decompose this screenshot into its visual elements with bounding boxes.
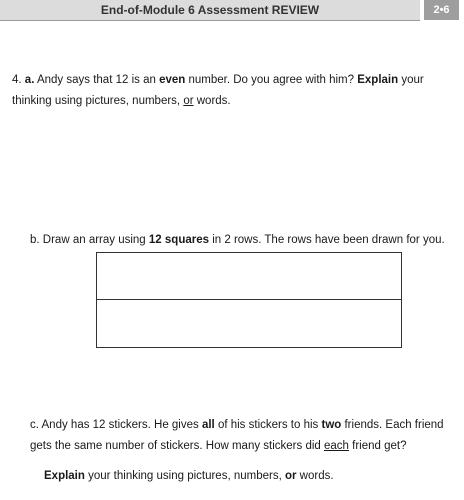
- question-c-explain-text-1: your thinking using pictures, numbers,: [84, 470, 285, 482]
- array-row-1[interactable]: [97, 253, 401, 300]
- question-b-bold-squares: 12 squares: [148, 234, 210, 246]
- question-c-bold-all: all: [201, 419, 215, 431]
- question-c-bold-explain: Explain: [44, 470, 85, 482]
- question-c-explain-text-2: words.: [296, 470, 334, 482]
- question-a-text-4: words.: [193, 95, 231, 107]
- question-c-bold-or: or: [284, 470, 297, 482]
- question-c-underline-each: each: [324, 440, 349, 452]
- question-letter-c: c.: [30, 419, 39, 431]
- question-a-text-3: your thinking using pictures, numbers,: [12, 74, 424, 107]
- question-c-text-2: of his stickers to his: [214, 419, 322, 431]
- question-4c: [30, 415, 455, 457]
- module-header-title: End-of-Module 6 Assessment REVIEW: [0, 0, 420, 20]
- question-4b: [30, 230, 455, 251]
- question-c-text-1: Andy has 12 stickers. He gives: [41, 419, 202, 431]
- array-drawing-area[interactable]: [96, 252, 402, 348]
- header-divider: [0, 20, 420, 21]
- array-row-2[interactable]: [97, 300, 401, 347]
- question-4c-explain: [44, 466, 454, 487]
- question-a-text-2: number. Do you agree with him?: [185, 74, 358, 86]
- question-a-bold-even: even: [159, 74, 186, 86]
- question-c-text-4: friend get?: [348, 440, 407, 452]
- question-b-text-1: Draw an array using: [42, 234, 149, 246]
- question-a-bold-explain: Explain: [357, 74, 399, 86]
- question-b-text-2: in 2 rows. The rows have been drawn for you.: [209, 234, 445, 246]
- question-c-bold-two: two: [321, 419, 342, 431]
- question-c-text-3: friends. Each friend gets the same number of stickers. How many stickers did: [30, 419, 444, 452]
- question-number: 4.: [12, 74, 22, 86]
- question-letter-a: a.: [24, 74, 35, 86]
- question-letter-b: b.: [30, 234, 40, 246]
- question-a-underline-or: or: [183, 95, 194, 107]
- module-badge: 2•6: [424, 0, 459, 20]
- question-4a: [12, 70, 452, 112]
- question-a-text-1: Andy says that 12 is an: [36, 74, 160, 86]
